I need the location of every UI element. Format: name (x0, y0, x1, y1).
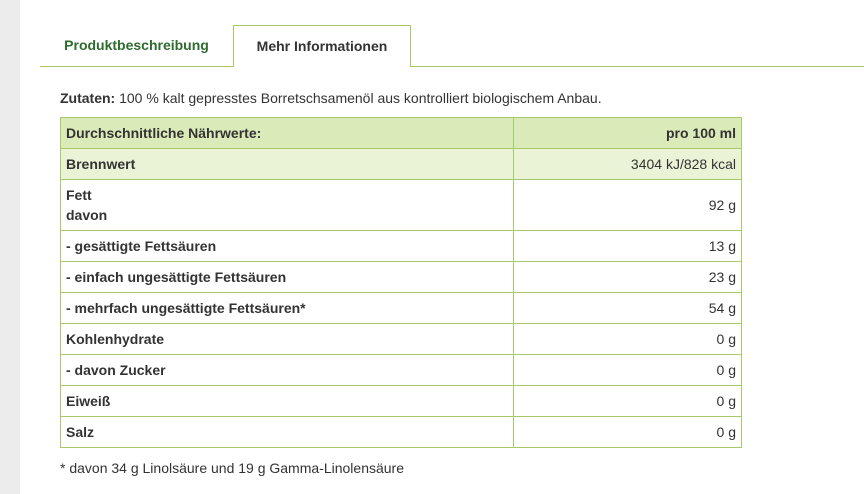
row-name: - einfach ungesättigte Fettsäuren (61, 262, 514, 293)
row-value: 0 g (514, 417, 742, 448)
table-row-brennwert (61, 149, 742, 180)
table-row (61, 293, 742, 324)
row-name: Eiweiß (61, 386, 514, 417)
table-row (61, 231, 742, 262)
nutrition-table (60, 117, 742, 448)
ingredients-text (60, 88, 602, 108)
nutrition-header-row (61, 118, 742, 149)
row-value: 0 g (514, 324, 742, 355)
row-name: - gesättigte Fettsäuren (61, 231, 514, 262)
nutrition-header-value: pro 100 ml (514, 118, 742, 149)
table-row-fett (61, 180, 742, 231)
row-name: Kohlenhydrate (61, 324, 514, 355)
table-row (61, 324, 742, 355)
footnote: * davon 34 g Linolsäure und 19 g Gamma-Linolensäure (60, 460, 405, 476)
row-name: Brennwert (61, 149, 514, 180)
ingredients-label: Zutaten: (60, 90, 116, 106)
row-value: 3404 kJ/828 kcal (514, 149, 742, 180)
nutrition-header-name: Durchschnittliche Nährwerte: (61, 118, 514, 149)
row-value: 0 g (514, 355, 742, 386)
row-value: 54 g (514, 293, 742, 324)
row-value: 23 g (514, 262, 742, 293)
row-name (61, 180, 514, 231)
product-info-panel (40, 0, 864, 494)
row-name: - davon Zucker (61, 355, 514, 386)
fat-sub-label: davon (66, 207, 108, 223)
row-value: 13 g (514, 231, 742, 262)
table-row (61, 386, 742, 417)
row-value: 0 g (514, 386, 742, 417)
row-value: 92 g (514, 180, 742, 231)
left-margin-strip (0, 0, 20, 494)
table-row (61, 262, 742, 293)
tab-mehr-informationen[interactable]: Mehr Informationen (233, 25, 411, 67)
tab-produktbeschreibung[interactable]: Produktbeschreibung (64, 37, 209, 53)
table-row (61, 355, 742, 386)
table-row (61, 417, 742, 448)
row-name: Salz (61, 417, 514, 448)
fat-label: Fett (66, 187, 92, 203)
tab-bar (40, 25, 864, 67)
ingredients-value: 100 % kalt gepresstes Borretschsamenöl aus kontrolliert biologischem Anbau. (115, 90, 602, 106)
row-name: - mehrfach ungesättigte Fettsäuren* (61, 293, 514, 324)
